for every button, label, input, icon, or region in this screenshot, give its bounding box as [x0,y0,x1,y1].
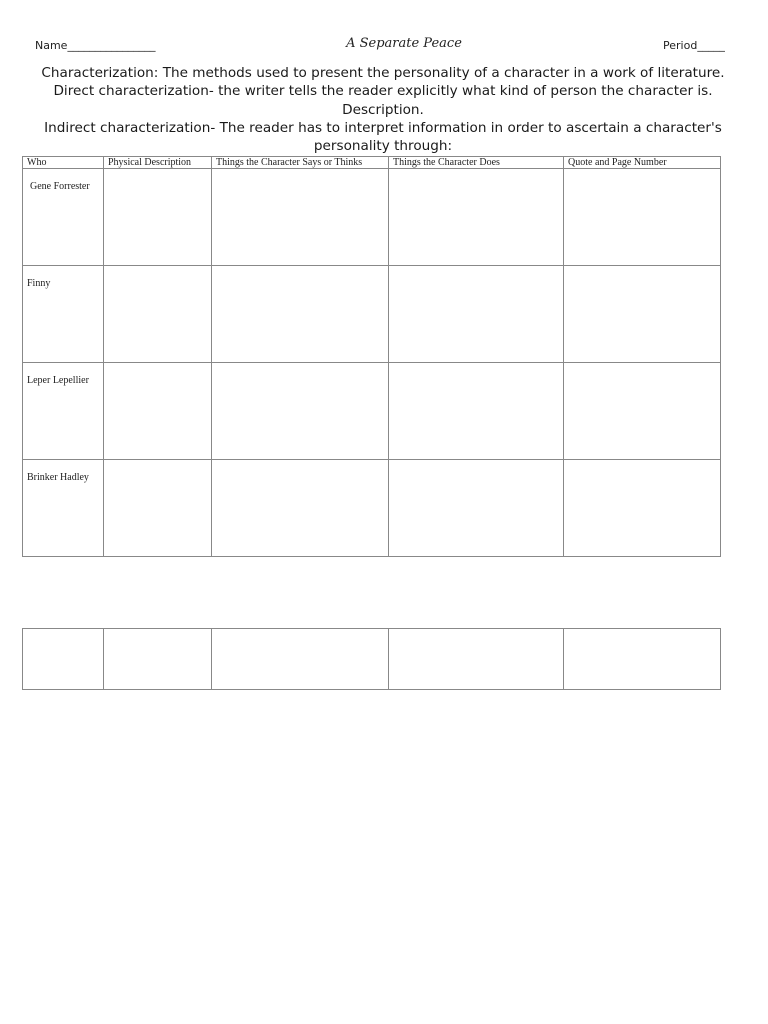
says-or-thinks-cell[interactable] [212,266,389,363]
table-header-row [23,157,721,169]
does-cell[interactable] [389,169,564,266]
name-label: Name [35,39,68,52]
quote-page-cell[interactable] [564,169,721,266]
column-header-does: Things the Character Does [389,157,564,169]
physical-description-cell[interactable] [104,363,212,460]
period-field [663,39,725,52]
blank-cell[interactable] [104,629,212,690]
indirect-characterization-definition: Indirect characterization- The reader has to interpret information in order to ascertain a character's personality through: [44,119,722,155]
says-or-thinks-cell[interactable] [212,169,389,266]
characterization-table [22,156,721,557]
character-name: Brinker Hadley [27,472,89,483]
blank-cell[interactable] [389,629,564,690]
table-row-leper-lepellier [23,363,721,460]
quote-page-cell[interactable] [564,460,721,557]
column-header-quote-page: Quote and Page Number [564,157,721,169]
period-label: Period [663,39,698,52]
column-header-says-or-thinks: Things the Character Says or Thinks [212,157,389,169]
name-blank: ________________ [67,39,156,52]
does-cell[interactable] [389,266,564,363]
quote-page-cell[interactable] [564,266,721,363]
character-name: Finny [27,278,51,289]
column-header-who: Who [23,157,104,169]
table-row-gene-forrester [23,169,721,266]
who-cell [23,460,104,557]
table-row-finny [23,266,721,363]
table-row-brinker-hadley [23,460,721,557]
who-cell [23,266,104,363]
says-or-thinks-cell[interactable] [212,363,389,460]
physical-description-cell[interactable] [104,460,212,557]
characterization-definition: Characterization: The methods used to present the personality of a character in a work of literature. [41,65,725,81]
blank-row [23,629,721,690]
quote-page-cell[interactable] [564,363,721,460]
instructions [22,64,744,155]
character-name: Gene Forrester [30,181,90,192]
direct-characterization-definition: Direct characterization- the writer tells the reader explicitly what kind of person the character is. Description. [53,83,713,118]
blank-cell[interactable] [212,629,389,690]
period-blank: _____ [697,39,725,52]
worksheet-title: A Separate Peace [346,36,462,51]
who-cell [23,169,104,266]
blank-cell[interactable] [23,629,104,690]
column-header-physical-description: Physical Description [104,157,212,169]
does-cell[interactable] [389,363,564,460]
who-cell [23,363,104,460]
does-cell[interactable] [389,460,564,557]
worksheet-header [0,36,768,56]
character-name: Leper Lepellier [27,375,89,386]
physical-description-cell[interactable] [104,266,212,363]
blank-table [22,628,721,690]
says-or-thinks-cell[interactable] [212,460,389,557]
physical-description-cell[interactable] [104,169,212,266]
blank-cell[interactable] [564,629,721,690]
